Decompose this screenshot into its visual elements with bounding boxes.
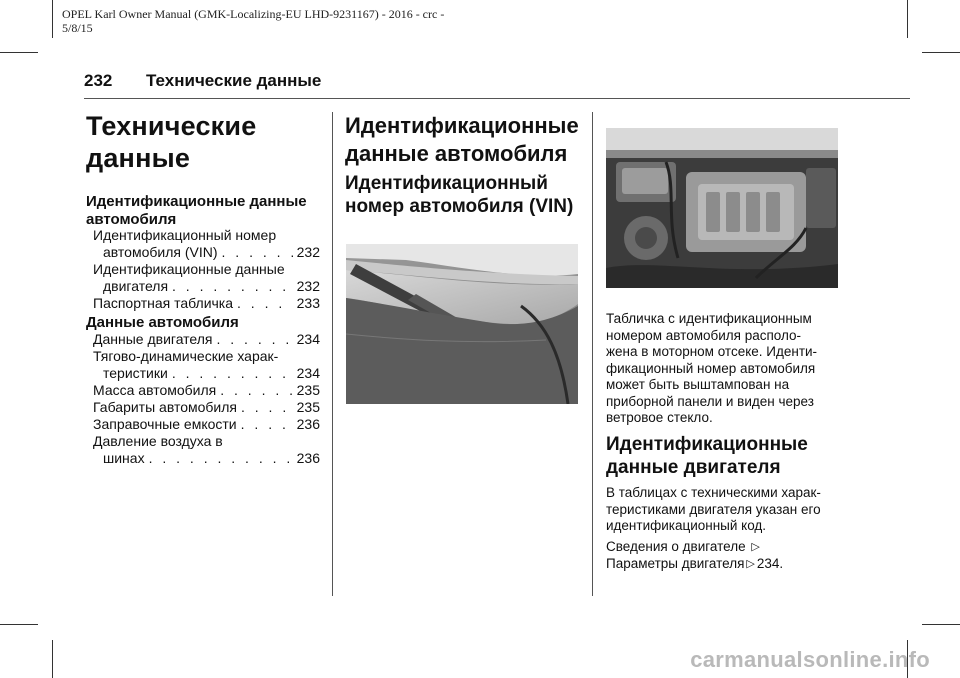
print-header-line2: 5/8/15 <box>62 21 93 35</box>
toc-entry[interactable]: Идентификационный номер автомобиля (VIN) . . . 232 <box>93 227 320 261</box>
reference-arrow-icon: ▷ <box>751 541 760 553</box>
reference-arrow-icon: ▷ <box>746 557 755 570</box>
print-header <box>62 7 522 35</box>
column-divider <box>592 112 593 596</box>
toc-page-number: 234 <box>296 331 320 347</box>
toc-entry[interactable]: Данные двигателя . . . 234 <box>93 331 320 348</box>
toc-page-number: 235 <box>296 399 320 415</box>
column-divider <box>332 112 333 596</box>
toc-page-number: 232 <box>296 244 320 260</box>
page-number: 232 <box>84 71 113 90</box>
running-title: Технические данные <box>146 71 322 90</box>
toc-page-number: 235 <box>296 382 320 398</box>
toc-page-number: 233 <box>296 295 320 311</box>
engine-id-heading: Идентификационные данные двигателя <box>606 434 808 478</box>
engine-id-paragraph: В таблицах с техническими харак- теристиками двигателя указан его идентификационный код. <box>606 485 821 533</box>
toc-section-heading: Идентификационные данные автомобиля <box>86 193 307 228</box>
watermark: carmanualsonline.info <box>690 647 930 672</box>
crop-mark <box>52 640 53 678</box>
toc-entry[interactable]: Тягово-динамические харак- теристики . . . 234 <box>93 348 320 382</box>
crop-mark <box>0 624 38 625</box>
toc-entry[interactable]: Масса автомобиля . . . 235 <box>93 382 320 399</box>
toc-entry[interactable]: Паспортная табличка . . . 233 <box>93 295 320 312</box>
crop-mark <box>52 0 53 38</box>
toc-page-number: 236 <box>296 416 320 432</box>
crop-mark <box>0 52 38 53</box>
toc-section-heading: Данные автомобиля <box>86 314 239 331</box>
chapter-title: Технические данные <box>86 111 257 173</box>
toc-entry-list <box>93 227 320 312</box>
toc-entry-list <box>93 331 320 467</box>
print-header-line1: OPEL Karl Owner Manual (GMK-Localizing-EU LHD-9231167) - 2016 - crc - <box>62 7 445 21</box>
toc-entry[interactable]: Габариты автомобиля . . . 235 <box>93 399 320 416</box>
section-heading: Идентификационные данные автомобиля <box>345 113 579 166</box>
vin-windshield-photo <box>346 244 578 404</box>
crop-mark <box>922 52 960 53</box>
toc-page-number: 234 <box>296 365 320 381</box>
toc-entry[interactable]: Давление воздуха в шинах . . . 236 <box>93 433 320 467</box>
crop-mark <box>907 0 908 38</box>
toc-page-number: 232 <box>296 278 320 294</box>
engine-compartment-photo <box>606 128 838 288</box>
toc-page-number: 236 <box>296 450 320 466</box>
crop-mark <box>922 624 960 625</box>
toc-entry[interactable]: Заправочные емкости . . . 236 <box>93 416 320 433</box>
vin-location-caption: Табличка с идентификационным номером автомобиля располо- жена в моторном отсеке. Иденти- фикационный номер автомобиля может быть выштампован на приборной панели и виден через ветровое стекло. <box>606 311 818 425</box>
toc-entry[interactable]: Идентификационные данные двигателя . . . 232 <box>93 261 320 295</box>
engine-info-reference: Сведения о двигателе ▷ Параметры двигателя ▷ 234. <box>606 539 784 571</box>
header-rule <box>84 98 910 99</box>
reference-link[interactable]: 234. <box>756 555 784 571</box>
subsection-heading: Идентификационный номер автомобиля (VIN) <box>345 173 574 217</box>
